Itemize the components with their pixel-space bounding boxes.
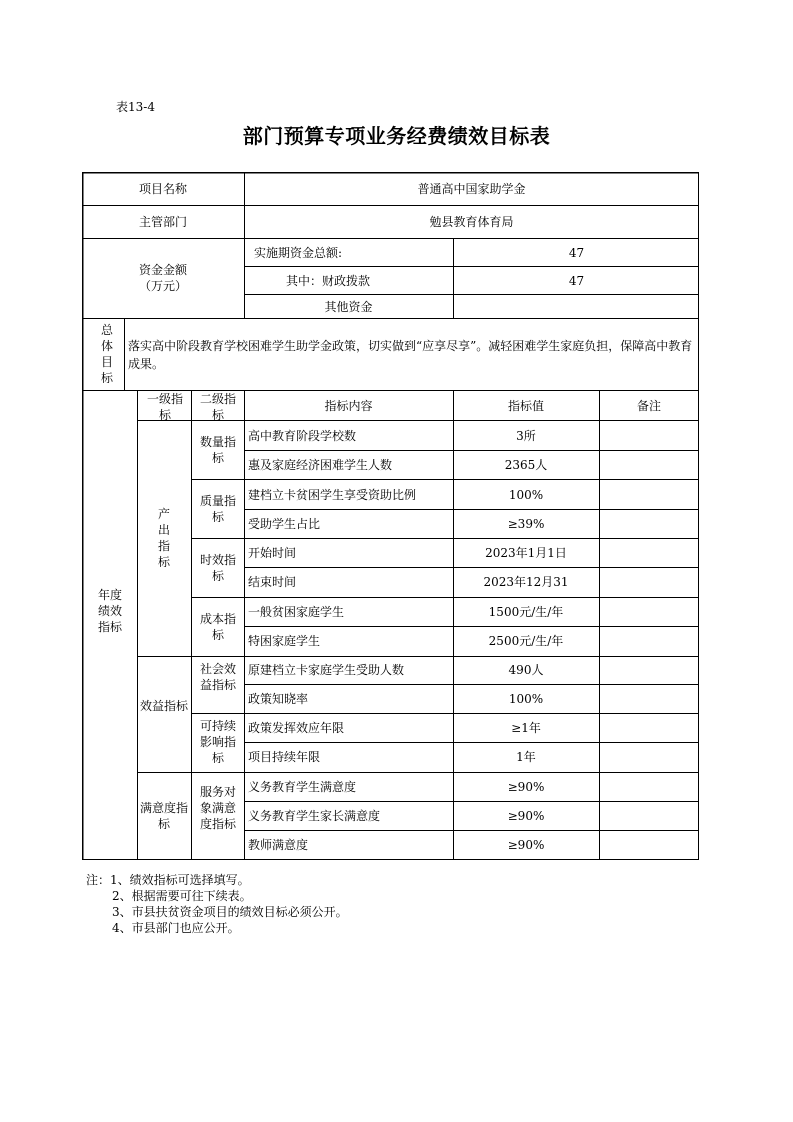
row-value: 490人 (508, 663, 544, 677)
funds-label: 资金金额（万元） (138, 263, 187, 293)
row-content: 受助学生占比 (248, 517, 321, 531)
level2-sustainability: 可持续影响指标 (199, 719, 236, 765)
row-value: ≥39% (507, 517, 545, 531)
row-content: 一般贫困家庭学生 (248, 605, 345, 619)
row-content: 义务教育学生满意度 (248, 780, 357, 794)
funds-total-label: 实施期资金总额: (254, 246, 343, 260)
year-indicator-label: 年度绩效指标 (97, 588, 122, 634)
row-content: 惠及家庭经济困难学生人数 (248, 458, 393, 472)
row-content: 高中教育阶段学校数 (248, 429, 357, 443)
page-title: 部门预算专项业务经费绩效目标表 (242, 124, 551, 148)
department-label: 主管部门 (138, 215, 187, 229)
col-level1-header: 一级指标 (146, 392, 183, 422)
row-value: 100% (508, 488, 544, 502)
funds-fiscal-value: 47 (568, 274, 585, 288)
row-content: 政策知晓率 (248, 692, 309, 706)
row-content: 原建档立卡家庭学生受助人数 (248, 663, 405, 677)
row-content: 教师满意度 (248, 838, 309, 852)
row-value: 1500元/生/年 (488, 605, 564, 619)
row-value: 3所 (516, 429, 536, 443)
row-value: 2365人 (504, 458, 548, 472)
row-value: ≥1年 (511, 721, 541, 735)
funds-fiscal-label: 其中：财政拨款 (286, 274, 371, 288)
row-content: 项目持续年限 (248, 750, 321, 764)
level2-quality: 质量指标 (199, 494, 236, 524)
footnote-4: 4、市县部门也应公开。 (112, 921, 240, 935)
project-name-label: 项目名称 (138, 182, 187, 196)
row-content: 义务教育学生家长满意度 (248, 809, 381, 823)
row-content: 特困家庭学生 (248, 634, 321, 648)
funds-total-value: 47 (568, 246, 585, 260)
row-content: 政策发挥效应年限 (248, 721, 345, 735)
col-value-header: 指标值 (507, 399, 544, 413)
footnote-3: 3、市县扶贫资金项目的绩效目标必须公开。 (112, 905, 348, 919)
goal-text: 落实高中阶段教育学校困难学生助学金政策，切实做到“应享尽享”。减轻困难学生家庭负担，保障高中教育成果。 (128, 339, 693, 371)
performance-table (82, 172, 699, 860)
level2-social-benefit: 社会效益指标 (199, 662, 236, 692)
level2-service-satisfaction: 服务对象满意度指标 (199, 785, 236, 831)
footnote-2: 2、根据需要可往下续表。 (112, 889, 252, 903)
level2-quantity: 数量指标 (199, 435, 236, 465)
table-number: 表13-4 (116, 100, 155, 114)
row-value: 2023年1月1日 (485, 546, 567, 560)
row-value: ≥90% (507, 809, 545, 823)
row-value: 1年 (516, 750, 536, 764)
level1-output: 产出指标 (157, 507, 170, 569)
footnotes (86, 872, 348, 936)
col-level2-header: 二级指标 (199, 392, 236, 422)
level2-cost: 成本指标 (199, 612, 236, 642)
row-content: 开始时间 (248, 546, 297, 560)
col-note-header: 备注 (636, 399, 661, 413)
row-value: 2023年12月31 (483, 575, 569, 589)
department-value: 勉县教育体育局 (429, 215, 514, 229)
col-content-header: 指标内容 (324, 399, 373, 413)
row-value: ≥90% (507, 838, 545, 852)
row-content: 结束时间 (248, 575, 297, 589)
funds-other-label: 其他资金 (324, 300, 373, 314)
row-value: 100% (508, 692, 544, 706)
level2-timeliness: 时效指标 (199, 553, 236, 583)
row-content: 建档立卡贫困学生享受资助比例 (248, 488, 417, 502)
level1-benefit: 效益指标 (140, 699, 189, 713)
footnote-1: 注：1、绩效指标可选择填写。 (86, 873, 250, 887)
project-name-value: 普通高中国家助学金 (417, 182, 526, 196)
row-value: ≥90% (507, 780, 545, 794)
goal-label: 总体目标 (100, 323, 113, 385)
level1-satisfaction: 满意度指标 (140, 801, 189, 831)
row-value: 2500元/生/年 (488, 634, 564, 648)
